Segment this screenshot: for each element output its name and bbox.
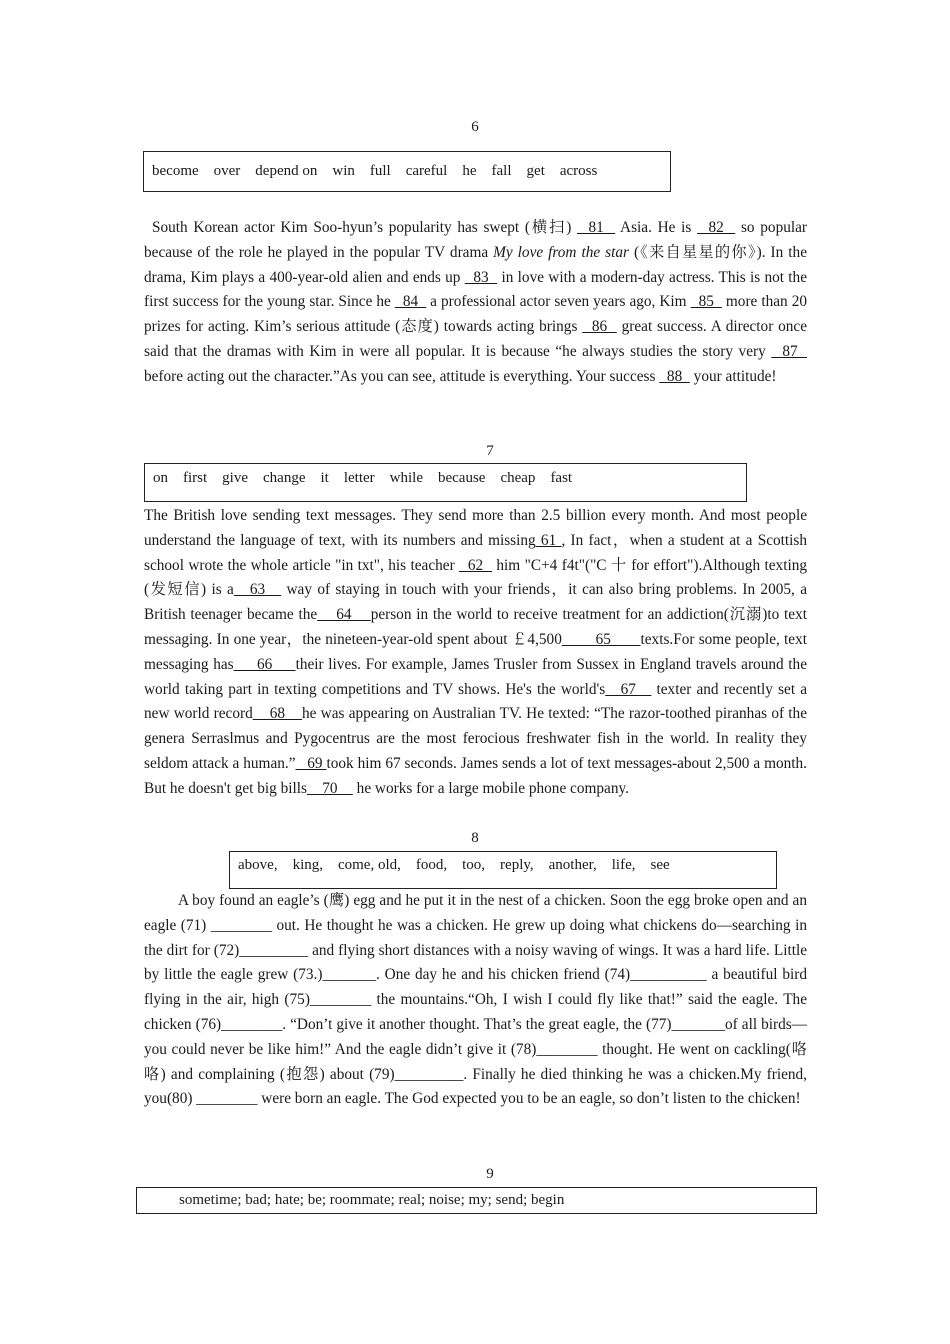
word-bank	[136, 1187, 817, 1214]
word: while	[389, 470, 423, 486]
section-number: 9	[486, 1166, 494, 1182]
passage-6: South Korean actor Kim Soo-hyun’s popularity has swept (横扫) 81 Asia. He is 82 so popular because of the role he played in the popular TV drama My love from the star (《来自星星的你》). In the drama, Kim plays a 400-year-old alien and ends up 83 in love with a modern-day actress. This is not the first success for the young star. Since he 84 a professional actor seven years ago, Kim 85 more than 20 prizes for acting. Kim’s serious attitude (态度) towards acting brings 86 great success. A director once said that the dramas with Kim in were all popular. It is because “he always studies the story very 87 before acting out the character.”As you can see, attitude is everything. Your success 88 your attitude!	[144, 219, 808, 385]
word: fast	[550, 470, 573, 486]
word: become	[152, 163, 199, 179]
word: depend on	[255, 163, 318, 179]
word: give	[222, 470, 248, 486]
word: letter	[343, 470, 375, 486]
section-number: 7	[486, 443, 494, 459]
passage-8: A boy found an eagle’s (鹰) egg and he put it in the nest of a chicken. Soon the egg broke open and an eagle (71) ________ out. He thought he was a chicken. He grew up doing what chickens do—searching in the dirt for (72)_________ and flying short distances with a noisy waving of wings. It was a hard life. Little by little the eagle grew (73.)_______. One day he and his chicken friend (74)__________ a beautiful bird flying in the air, high (75)________ the mountains.“Oh, I wish I could fly like that!” said the eagle. The chicken (76)________. “Don’t give it another thought. That’s the great eagle, the (77)_______of all birds—you could never be like him!” And the eagle didn’t give it (78)________ thought. He went on cackling(咯咯) and complaining (抱怨) about (79)_________. Finally he died thinking he was a chicken.My friend, you(80) ________ were born an eagle. The God expected you to be an eagle, so don’t listen to the chicken!	[144, 892, 807, 1108]
word-bank-list: sometime; bad; hate; be; roommate; real; noise; my; send; begin	[179, 1192, 565, 1208]
word: get	[526, 163, 545, 179]
section-number: 8	[471, 830, 479, 846]
word: first	[183, 470, 208, 486]
word: because	[437, 470, 486, 486]
word-bank	[229, 851, 777, 889]
word: cheap	[500, 470, 536, 486]
word: fall	[491, 163, 512, 179]
word: full	[369, 163, 391, 179]
word: across	[559, 163, 598, 179]
word: win	[332, 163, 355, 179]
word: change	[263, 470, 306, 486]
section-number: 6	[471, 119, 479, 135]
word: on	[153, 470, 168, 486]
word: it	[320, 470, 329, 486]
word-bank	[144, 463, 747, 502]
word-bank	[143, 151, 671, 192]
word-bank-list	[153, 470, 587, 487]
word-bank-list: above, king, come, old, food, too, reply, another, life, see	[238, 857, 670, 873]
word-bank-list	[152, 163, 612, 180]
passage-7: The British love sending text messages. They send more than 2.5 billion every month. And most people understand the language of text, with its numbers and missing 61 , In fact，when a student at a Scottish school wrote the whole article "in txt", his teacher 62 him "C+4 f4t"("C 十 for effort").Although texting (发短信) is a 63 way of staying in touch with your friends，it can also bring problems. In 2005, a British teenager became the 64 person in the world to receive treatment for an addiction(沉溺)to text messaging. In one year，the nineteen-year-old spent about ￡4,500 65 texts.For some people, text messaging has 66 their lives. For example, James Trusler from Sussex in England travels around the world taking part in texting competitions and TV shows. He's the world's 67 texter and recently set a new world record 68 he was appearing on Australian TV. He texted: “The razor-toothed piranhas of the genera Serraslmus and Pygocentrus are the most ferocious freshwater fish in the world. In reality they seldom attack a human.” 69 took him 67 seconds. James sends a lot of text messages-about 2,500 a month. But he doesn't get big bills 70 he works for a large mobile phone company.	[144, 507, 808, 797]
word: he	[462, 163, 477, 179]
word: careful	[405, 163, 448, 179]
word: over	[213, 163, 241, 179]
